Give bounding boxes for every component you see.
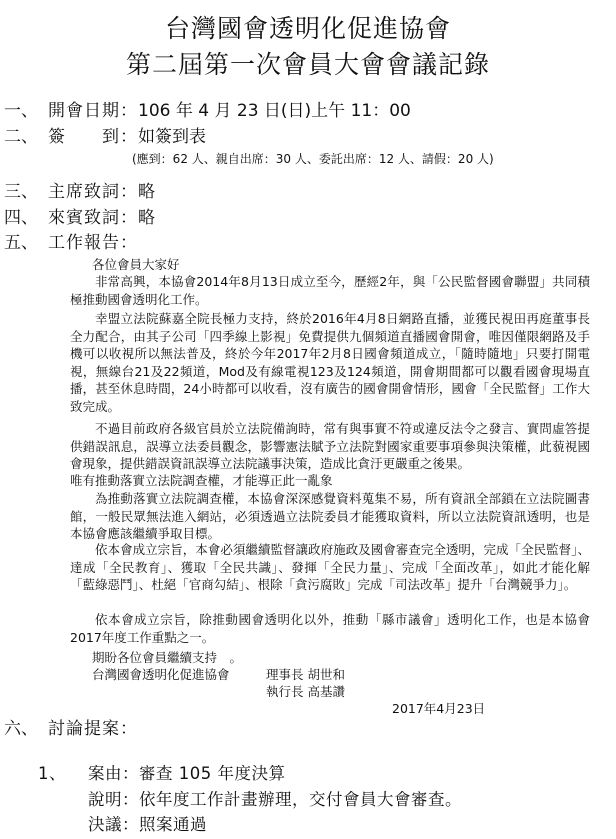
section-work-report xyxy=(4,232,138,254)
section-number: 六、 xyxy=(4,719,38,739)
section-number: 四、 xyxy=(4,208,38,228)
chair-speech-value: 略 xyxy=(138,182,155,202)
proposal-description-value: 依年度工作計畫辦理，交付會員大會審查。 xyxy=(139,790,462,809)
proposal-case xyxy=(88,763,285,785)
attendance-detail: (應到：62 人、親自出席：30 人、委託出席：12 人、請假：20 人) xyxy=(132,152,494,166)
document-title-meeting: 第二屆第一次會員大會會議記錄 xyxy=(125,50,490,79)
proposal-resolution-value: 照案通過 xyxy=(139,815,207,834)
section-label: 主席致詞： xyxy=(48,182,138,202)
proposal-resolution-label: 決議： xyxy=(88,815,139,834)
section-label: 工作報告： xyxy=(48,233,138,253)
signature-organization: 台灣國會透明化促進協會 xyxy=(92,667,230,682)
proposal-description-label: 說明： xyxy=(88,790,139,809)
meeting-date-value: 106 年 4 月 23 日(日)上午 11：00 xyxy=(138,101,411,121)
section-chair-speech xyxy=(4,181,155,203)
section-number: 二、 xyxy=(4,127,38,147)
report-paragraph-2: 幸盟立法院蘇嘉全院長極力支持，終於2016年4月8日網路直播，並獲民視田再庭董事長全力配合，由其子公司「四季線上影視」免費提供九個頻道直播國會開會，唯因僅限網路及手機可以收視所以無法普及，終於今年2017年2月8日國會頻道成立，「隨時隨地」只要打開電視，無線台21及22頻道，Mod及有線電視123及124頻道，開會期間都可以觀看國會現場直播，甚至休息時間，24小時都可以收看，沒有廣告的國會開會情形，國會「全民監督」工作大致完成。 xyxy=(70,311,590,414)
proposal-case-value: 審查 105 年度決算 xyxy=(139,764,286,783)
section-sign-in xyxy=(4,126,206,148)
section-number: 五、 xyxy=(4,233,38,253)
proposal-resolution xyxy=(88,814,207,836)
section-meeting-date xyxy=(4,100,411,122)
document-title-org: 台灣國會透明化促進協會 xyxy=(164,14,451,43)
report-date: 2017年4月23日 xyxy=(392,701,486,716)
report-paragraph-3b: 唯有推動落實立法院調查權，才能導正此一亂象 xyxy=(70,473,333,488)
section-guest-speech xyxy=(4,207,155,229)
report-paragraph-1: 非常高興，本協會2014年8月13日成立至今，歷經2年，與「公民監督國會聯盟」共同積極推動國會透明化工作。 xyxy=(70,274,590,307)
section-proposals xyxy=(4,718,138,740)
section-label: 開會日期： xyxy=(48,101,138,121)
report-paragraph-5: 依本會成立宗旨，本會必須繼續監督讓政府施政及國會審查完全透明，完成「全民監督」、達成「全民教育」、獲取「全民共識」、發揮「全民力量」、完成「全面改革」，如此才能化解「藍綠惡鬥」、杜絕「官商勾結」、根除「貪污腐敗」完成「司法改革」提升「台灣競爭力」。 xyxy=(70,542,590,593)
report-paragraph-3: 不過目前政府各級官員於立法院備詢時，常有與事實不符或違反法令之發言、實問虛答提供錯誤訊息，誤導立法委員觀念，影響憲法賦予立法院對國家重要事項參與決策權，此藐視國會現象，提供錯誤資訊誤導立法院議事決策，造成比貪汙更嚴重之後果。 xyxy=(70,421,590,472)
report-paragraph-6: 依本會成立宗旨，除推動國會透明化以外，推動「縣市議會」透明化工作，也是本協會2017年度工作重點之一。 xyxy=(70,612,590,645)
sign-in-value: 如簽到表 xyxy=(138,127,206,147)
report-closing: 期盼各位會員繼續支持 。 xyxy=(92,650,243,665)
section-label: 來賓致詞： xyxy=(48,208,138,228)
proposal-description xyxy=(88,789,462,811)
proposal-number: 1、 xyxy=(38,764,66,783)
guest-speech-value: 略 xyxy=(138,208,155,228)
section-label: 簽 到： xyxy=(48,127,138,147)
section-number: 一、 xyxy=(4,101,38,121)
section-label: 討論提案： xyxy=(48,719,138,739)
signature-chairman: 理事長 胡世和 xyxy=(266,667,345,682)
section-number: 三、 xyxy=(4,182,38,202)
proposal-case-label: 案由： xyxy=(88,764,139,783)
report-paragraph-4: 為推動落實立法院調查權，本協會深深感覺資料蒐集不易，所有資訊全部鎖在立法院圖書館，一般民眾無法進入網站，必須透過立法院委員才能獲取資料，所以立法院資訊透明，也是本協會應該繼續爭取目標。 xyxy=(70,491,590,542)
signature-executive: 執行長 高基讚 xyxy=(266,684,345,699)
report-greeting: 各位會員大家好 xyxy=(92,257,180,272)
